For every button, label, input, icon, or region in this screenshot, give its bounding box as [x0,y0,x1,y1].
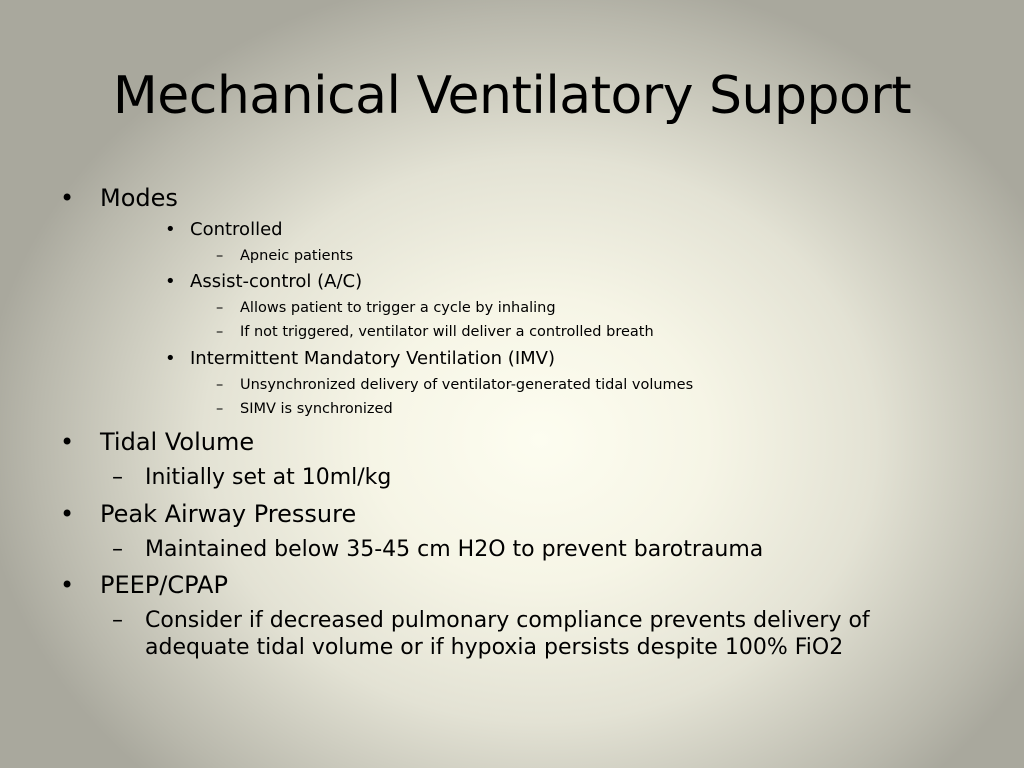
dash-marker: – [216,324,224,340]
bullet-modes: Modes [100,184,178,212]
bullet-peep-cpap: PEEP/CPAP [100,571,228,599]
sub-pressure-limit: Maintained below 35-45 cm H2O to prevent barotrauma [145,537,764,562]
sub-trigger-cycle: Allows patient to trigger a cycle by inhaling [240,300,556,316]
bullet-controlled: Controlled [190,219,283,240]
sub-simv: SIMV is synchronized [240,401,393,417]
dash-marker: – [112,608,123,633]
dash-marker: – [216,377,224,393]
bullet-marker: • [165,348,176,369]
sub-tidal-volume-setting: Initially set at 10ml/kg [145,465,392,490]
bullet-assist-control: Assist-control (A/C) [190,271,363,292]
bullet-marker: • [60,571,75,599]
bullet-marker: • [60,500,75,528]
dash-marker: – [112,537,123,562]
bullet-marker: • [165,219,176,240]
bullet-marker: • [60,184,75,212]
dash-marker: – [216,248,224,264]
bullet-marker: • [60,428,75,456]
sub-apneic-patients: Apneic patients [240,248,353,264]
bullet-imv: Intermittent Mandatory Ventilation (IMV) [190,348,556,369]
sub-peep-consider: Consider if decreased pulmonary compliance prevents delivery of [145,608,870,633]
sub-unsynchronized-delivery: Unsynchronized delivery of ventilator-generated tidal volumes [240,377,694,393]
bullet-tidal-volume: Tidal Volume [100,428,255,456]
slide-title: Mechanical Ventilatory Support [112,66,912,126]
bullet-peak-airway-pressure: Peak Airway Pressure [100,500,357,528]
dash-marker: – [216,401,224,417]
dash-marker: – [112,465,123,490]
sub-peep-consider-continued: adequate tidal volume or if hypoxia persists despite 100% FiO2 [145,635,844,660]
dash-marker: – [216,300,224,316]
bullet-marker: • [165,271,176,292]
sub-controlled-breath: If not triggered, ventilator will deliver a controlled breath [240,324,654,340]
